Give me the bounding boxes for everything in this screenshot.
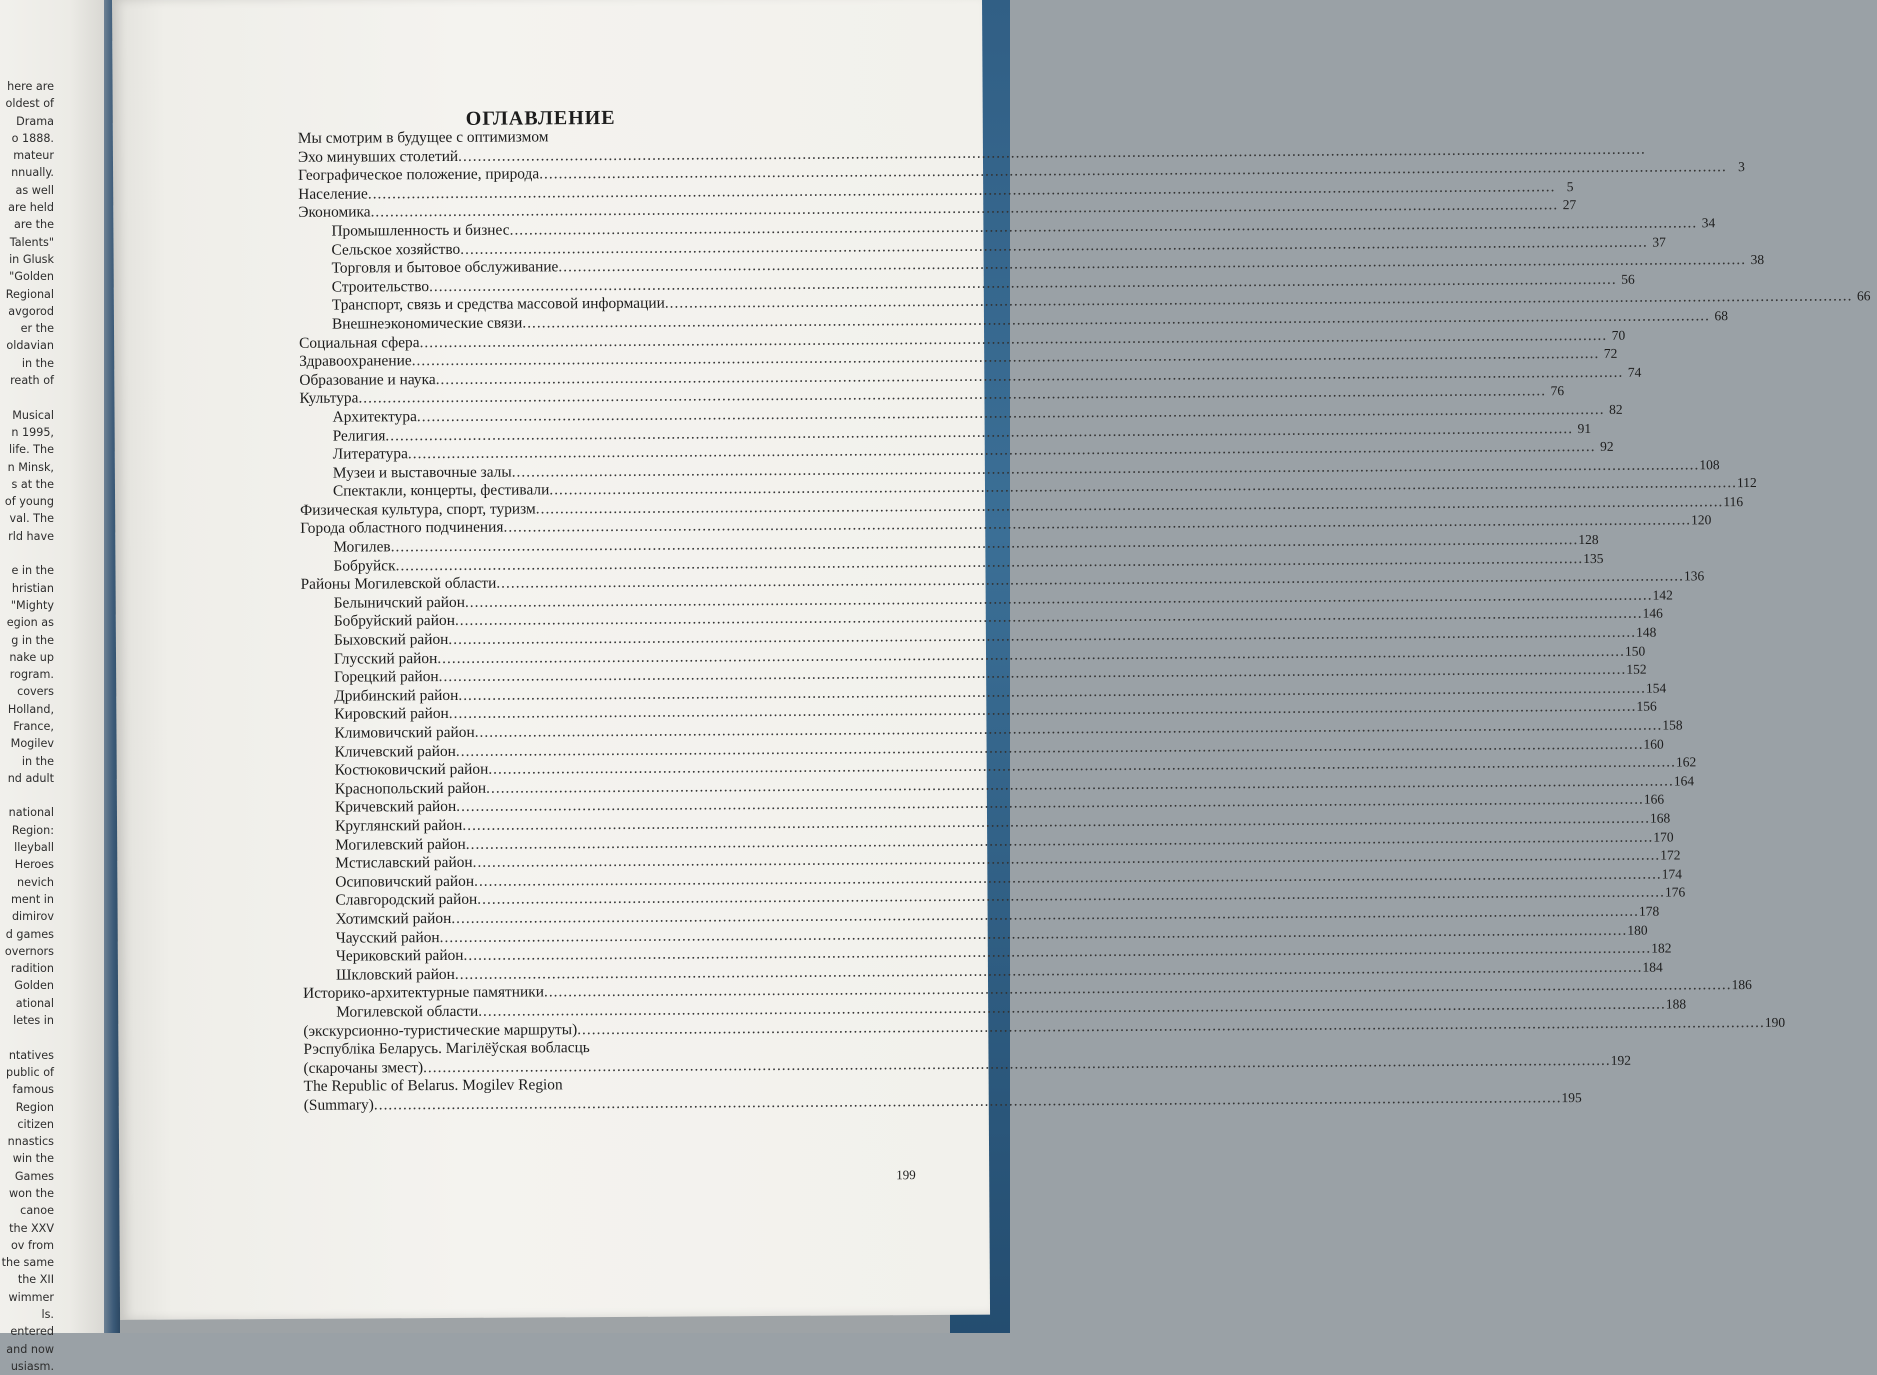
- left-page-line: lleyball: [0, 839, 54, 856]
- toc-entry-page: 142: [1653, 587, 1673, 603]
- toc-entry-title: Глусский район: [334, 650, 437, 669]
- left-page-line: famous: [0, 1081, 54, 1098]
- toc-entry-title: Экономика: [298, 204, 370, 222]
- toc-entry-title: Хотимский район: [336, 910, 452, 929]
- toc-entry-page: 170: [1653, 829, 1673, 845]
- left-page-line: ational: [0, 995, 54, 1012]
- toc-entry-title: Литература: [333, 445, 408, 463]
- toc-entry-title: (экскурсионно-туристические маршруты): [303, 1021, 577, 1041]
- toc-entry-page: 37: [1648, 234, 1666, 250]
- left-page-line: d games: [0, 926, 54, 943]
- left-page-line: and now: [0, 1341, 54, 1358]
- left-page-line: o 1888.: [0, 130, 54, 147]
- toc-entry: [304, 1094, 744, 1115]
- left-page-line: [0, 787, 54, 804]
- left-page-line: win the: [0, 1150, 54, 1167]
- toc-entry-page: 27: [1558, 197, 1576, 213]
- left-page-line: Region:: [0, 822, 54, 839]
- toc-entry-title: Архитектура: [332, 408, 416, 427]
- left-page-line: in the: [0, 753, 54, 770]
- toc-entry-title: Могилев: [333, 538, 390, 556]
- toc-entry-title: Сельское хозяйство: [331, 240, 460, 259]
- left-page-line: won the: [0, 1185, 54, 1202]
- left-page-line: n 1995,: [0, 424, 54, 441]
- toc-entry-title: Могилевский район: [335, 835, 466, 854]
- left-page-line: n Minsk,: [0, 459, 54, 476]
- toc-entry-page: 5: [1555, 179, 1573, 195]
- toc-entry-page: 168: [1650, 810, 1670, 826]
- left-page-line: val. The: [0, 510, 54, 527]
- left-page-line: as well: [0, 182, 54, 199]
- left-page-line: nd adult: [0, 770, 54, 787]
- left-page-line: "Mighty: [0, 597, 54, 614]
- left-page-line: Talents": [0, 234, 54, 251]
- left-page-line: the same: [0, 1254, 54, 1271]
- toc-entry-page: 190: [1765, 1014, 1785, 1030]
- toc-entry-page: 174: [1662, 866, 1682, 882]
- toc-entry-page: 70: [1607, 327, 1625, 343]
- toc-entry-page: 135: [1583, 551, 1603, 567]
- left-page-line: oldavian: [0, 337, 54, 354]
- toc-entry-page: 188: [1666, 996, 1686, 1012]
- toc-entry-title: Климовичский район: [334, 724, 474, 743]
- left-page-line: nevich: [0, 874, 54, 891]
- left-page-line: ov from: [0, 1237, 54, 1254]
- toc-entry-title: Географическое положение, природа: [298, 166, 539, 185]
- toc-entry-title: Эхо минувших столетий: [298, 147, 458, 166]
- toc-entry-title: Костюковичский район: [335, 761, 489, 780]
- left-page-line: s at the: [0, 476, 54, 493]
- toc-entry-page: 68: [1710, 308, 1728, 324]
- left-page-line: entered: [0, 1323, 54, 1340]
- toc-entry-title: Кричевский район: [335, 798, 456, 817]
- toc-entry-title: Транспорт, связь и средства массовой информации: [332, 295, 665, 315]
- left-page-line: mateur: [0, 147, 54, 164]
- toc-entry-title: Историко-архитектурные памятники: [303, 984, 544, 1003]
- left-page-line: Regional: [0, 286, 54, 303]
- left-page-line: e in the: [0, 562, 54, 579]
- toc-entry-page: 82: [1604, 402, 1622, 418]
- toc-leader-dots: [549, 140, 720, 141]
- left-page-line: rld have: [0, 528, 54, 545]
- toc-entry-page: 178: [1639, 904, 1659, 920]
- left-page-line: France,: [0, 718, 54, 735]
- left-page-line: covers: [0, 683, 54, 700]
- toc-entry-title: Краснопольский район: [335, 780, 486, 799]
- toc-entry-title: Мстиславский район: [335, 854, 472, 873]
- toc-entry-title: Осиповичский район: [335, 873, 474, 892]
- table-of-contents: [298, 127, 744, 1115]
- left-page-line: nnually.: [0, 164, 54, 181]
- toc-entry-title: Бобруйск: [333, 557, 395, 575]
- toc-entry-page: 150: [1625, 643, 1645, 659]
- toc-leader-dots: [590, 1051, 726, 1052]
- toc-entry-title: Бобруйский район: [334, 612, 455, 631]
- toc-entry-title: Быховский район: [334, 631, 449, 650]
- toc-entry-page: 91: [1573, 420, 1591, 436]
- toc-entry-page: 164: [1674, 773, 1694, 789]
- toc-entry-title: Спектакли, концерты, фестивали: [333, 482, 549, 501]
- left-page-line: [0, 545, 54, 562]
- toc-entry-title: Культура: [299, 390, 358, 408]
- left-page-line: ntatives: [0, 1047, 54, 1064]
- left-page-line: the XXV: [0, 1220, 54, 1237]
- left-page-line: are the: [0, 216, 54, 233]
- toc-entry-title: Чериковский район: [336, 947, 464, 966]
- left-page-line: Drama: [0, 113, 54, 130]
- toc-entry-title: Мы смотрим в будущее с оптимизмом: [298, 128, 549, 148]
- toc-entry-page: 186: [1732, 977, 1752, 993]
- toc-entry-page: 120: [1691, 513, 1711, 529]
- toc-entry-title: Шкловский район: [336, 966, 455, 985]
- toc-entry-page: 154: [1646, 680, 1666, 696]
- toc-entry-title: Музеи и выставочные залы: [333, 463, 512, 482]
- toc-entry-title: Чаусский район: [336, 929, 440, 948]
- toc-entry-page: 182: [1651, 941, 1671, 957]
- toc-entry: [303, 1057, 743, 1078]
- toc-entry-page: 108: [1699, 457, 1719, 473]
- toc-entry-title: Дрибинский район: [334, 687, 458, 706]
- toc-entry-page: 136: [1684, 569, 1704, 585]
- toc-entry-title: Кличевский район: [335, 743, 456, 762]
- left-page-line: Heroes: [0, 856, 54, 873]
- toc-entry-page: 116: [1723, 494, 1743, 510]
- toc-entry-title: Могилевской области: [336, 1003, 478, 1022]
- left-page-line: "Golden: [0, 268, 54, 285]
- toc-entry-page: 74: [1623, 364, 1641, 380]
- toc-entry-title: Белыничский район: [334, 594, 465, 613]
- toc-entry-page: 166: [1644, 792, 1664, 808]
- left-page-line: here are: [0, 78, 54, 95]
- left-page-line: g in the: [0, 632, 54, 649]
- left-page-line: ls.: [0, 1306, 54, 1323]
- left-page-line: egion as: [0, 614, 54, 631]
- left-page-line: nake up: [0, 649, 54, 666]
- toc-entry-page: 158: [1662, 717, 1682, 733]
- toc-entry-title: (Summary): [304, 1096, 374, 1114]
- toc-entry-title: Физическая культура, спорт, туризм: [300, 500, 536, 519]
- left-page-line: in the: [0, 355, 54, 372]
- left-page-line: reath of: [0, 372, 54, 389]
- page-title: ОГЛАВЛЕНИЕ: [466, 107, 616, 131]
- toc-entry-title: Социальная сфера: [299, 334, 420, 353]
- toc-entry-title: Рэспубліка Беларусь. Магілёўская вобласць: [303, 1039, 590, 1059]
- toc-entry-title: Образование и наука: [299, 371, 435, 390]
- right-page: [112, 0, 990, 1320]
- toc-entry-title: Славгородский район: [335, 891, 477, 910]
- toc-entry-title: (скарочаны змест): [303, 1059, 423, 1078]
- left-page-line: in Glusk: [0, 251, 54, 268]
- left-page-line: citizen: [0, 1116, 54, 1133]
- left-page-line: wimmer: [0, 1289, 54, 1306]
- left-page-line: overnors: [0, 943, 54, 960]
- toc-entry-title: Здравоохранение: [299, 352, 412, 371]
- toc-entry-title: Круглянский район: [335, 817, 462, 836]
- toc-entry-page: 38: [1746, 252, 1764, 268]
- left-page-line: of young: [0, 493, 54, 510]
- toc-entry-page: 195: [1561, 1090, 1581, 1106]
- toc-entry-page: 160: [1643, 736, 1663, 752]
- left-page-line: Games: [0, 1168, 54, 1185]
- toc-entry: [303, 1020, 743, 1041]
- toc-entry-title: Население: [298, 185, 368, 203]
- left-page-line: rogram.: [0, 666, 54, 683]
- left-page-line: radition: [0, 960, 54, 977]
- left-page-line: er the: [0, 320, 54, 337]
- toc-entry-page: 128: [1578, 532, 1598, 548]
- left-page-line: life. The: [0, 441, 54, 458]
- toc-entry-title: Кировский район: [334, 705, 449, 724]
- toc-entry-page: 152: [1626, 662, 1646, 678]
- toc-entry-page: 176: [1665, 885, 1685, 901]
- toc-entry-page: 162: [1676, 755, 1696, 771]
- toc-entry-page: 3: [1727, 159, 1745, 175]
- left-page-line: canoe: [0, 1202, 54, 1219]
- toc-entry-page: 56: [1617, 271, 1635, 287]
- toc-entry-title: Религия: [333, 427, 386, 445]
- toc-entry-title: Районы Могилевской области: [301, 575, 497, 594]
- left-page-line: the XII: [0, 1271, 54, 1288]
- left-page-line: ment in: [0, 891, 54, 908]
- toc-entry-page: 72: [1599, 346, 1617, 362]
- toc-entry-page: 92: [1596, 439, 1614, 455]
- toc-entry-title: Торговля и бытовое обслуживание: [332, 258, 559, 277]
- left-page-line: [0, 1029, 54, 1046]
- left-page-line: [0, 389, 54, 406]
- toc-entry-title: The Republic of Belarus. Mogilev Region: [304, 1077, 563, 1097]
- toc-entry-page: 66: [1852, 289, 1870, 305]
- left-page-line: Musical: [0, 407, 54, 424]
- toc-entry-page: 76: [1546, 383, 1564, 399]
- toc-entry-title: Строительство: [332, 278, 429, 297]
- toc-entry-page: 172: [1660, 848, 1680, 864]
- left-page-line: hristian: [0, 580, 54, 597]
- toc-entry-page: 146: [1643, 606, 1663, 622]
- left-page-line: national: [0, 804, 54, 821]
- toc-entry-page: 192: [1611, 1052, 1631, 1068]
- page-number: 199: [896, 1167, 916, 1183]
- toc-entry-title: Внешнеэкономические связи: [332, 314, 522, 333]
- left-page-line: are held: [0, 199, 54, 216]
- left-page-line: nnastics: [0, 1133, 54, 1150]
- left-page-line: Mogilev: [0, 735, 54, 752]
- left-page-text: [0, 78, 54, 1375]
- toc-leader-dots: [563, 1089, 726, 1090]
- left-page-line: dimirov: [0, 908, 54, 925]
- toc-entry-page: 34: [1697, 215, 1715, 231]
- left-page-line: public of: [0, 1064, 54, 1081]
- toc-entry-page: 180: [1627, 922, 1647, 938]
- left-page-line: Holland,: [0, 701, 54, 718]
- toc-entry-page: 112: [1737, 475, 1757, 491]
- toc-entry-title: Города областного подчинения: [300, 519, 503, 538]
- toc-entry-title: Горецкий район: [334, 668, 439, 687]
- left-page: [0, 0, 108, 1333]
- toc-entry-page: 184: [1642, 959, 1662, 975]
- toc-entry-title: Промышленность и бизнес: [331, 222, 509, 241]
- left-page-line: Golden: [0, 977, 54, 994]
- left-page-line: avgorod: [0, 303, 54, 320]
- left-page-line: oldest of: [0, 95, 54, 112]
- left-page-line: letes in: [0, 1012, 54, 1029]
- toc-entry-page: 156: [1636, 699, 1656, 715]
- left-page-line: usiasm.: [0, 1358, 54, 1375]
- toc-entry-page: 148: [1636, 625, 1656, 641]
- left-page-line: Region: [0, 1099, 54, 1116]
